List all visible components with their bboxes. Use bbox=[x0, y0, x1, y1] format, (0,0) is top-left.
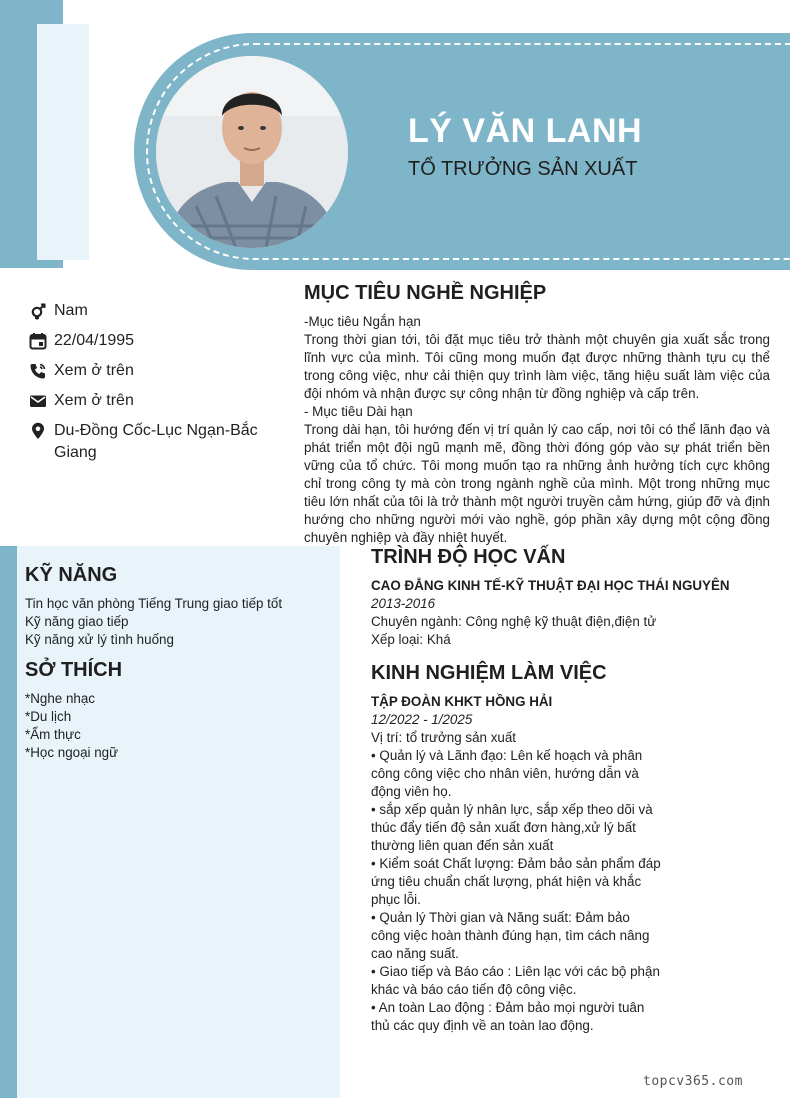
experience-duty: • Quản lý Thời gian và Năng suất: Đảm bảo công việc hoàn thành đúng hạn, tìm cách nâng cao năng suất. bbox=[371, 910, 650, 961]
contact-birthday-text: 22/04/1995 bbox=[54, 332, 135, 349]
career-goal-long-label: - Mục tiêu Dài hạn bbox=[304, 404, 413, 419]
experience-duty: • Giao tiếp và Báo cáo : Liên lạc với các bộ phận khác và báo cáo tiến độ công việc. bbox=[371, 964, 660, 997]
career-goal-long-text: Trong dài hạn, tôi hướng đến vị trí quản lý cao cấp, nơi tôi có thể lãnh đạo và phát triển một đội ngũ mạnh mẽ, đồng thời đóng góp vào sự phát triển bền vững của tổ chức. Tôi mong muốn tạo ra những ảnh hưởng tích cực không chỉ trong công ty mà còn trong ngành nghề của mình. Một trong những mục tiêu lớn nhất của tôi là trở thành một người truyền cảm hứng, giúp đỡ và định hướng cho những người mới vào nghề, góp phần xây dựng một cộng đồng chuyên nghiệp và đầy nhiệt huyết. bbox=[304, 422, 770, 545]
hobby-item: *Học ngoại ngữ bbox=[25, 745, 119, 760]
left-column-decor-bar bbox=[0, 546, 17, 1098]
experience-role: Vị trí: tổ trưởng sản xuất bbox=[371, 730, 517, 745]
education-school: CAO ĐẲNG KINH TẾ-KỸ THUẬT ĐẠI HỌC THÁI NGUYÊN bbox=[371, 578, 730, 593]
education-title: TRÌNH ĐỘ HỌC VẤN bbox=[371, 546, 566, 568]
experience-duty: • sắp xếp quản lý nhân lực, sắp xếp theo dõi và thúc đẩy tiến độ sản xuất đơn hàng,xử lý bất thường liên quan đến sản xuất bbox=[371, 802, 653, 853]
contact-gender-text: Nam bbox=[54, 302, 88, 319]
experience-company: TẬP ĐOÀN KHKT HỒNG HẢI bbox=[371, 694, 553, 709]
hobby-item: *Nghe nhạc bbox=[25, 691, 95, 706]
career-goal-short-text: Trong thời gian tới, tôi đặt mục tiêu trở thành một chuyên gia xuất sắc trong lĩnh vực của mình. Tôi cũng mong muốn đạt được những thành tựu cụ thể trong công việc, như cải thiện quy trình làm việc, tăng hiệu suất làm việc của đội nhóm và nhận được sự công nhận từ đồng nghiệp và cấp trên. bbox=[304, 332, 770, 401]
career-goal-title: MỤC TIÊU NGHỀ NGHIỆP bbox=[304, 282, 547, 304]
contact-phone-text: Xem ở trên bbox=[54, 362, 134, 379]
email-icon bbox=[29, 392, 47, 410]
contact-gender bbox=[29, 300, 279, 322]
phone-icon bbox=[29, 362, 47, 380]
career-goal-short-label: -Mục tiêu Ngắn hạn bbox=[304, 314, 421, 329]
candidate-position: TỔ TRƯỞNG SẢN XUẤT bbox=[408, 158, 638, 180]
skills-title: KỸ NĂNG bbox=[25, 564, 118, 586]
hobbies-title: SỞ THÍCH bbox=[25, 659, 123, 681]
gender-icon bbox=[29, 302, 47, 320]
experience-title: KINH NGHIỆM LÀM VIỆC bbox=[371, 662, 607, 684]
contact-email bbox=[29, 390, 279, 412]
contact-email-text: Xem ở trên bbox=[54, 392, 134, 409]
contact-address-text: Du-Đồng Cốc-Lục Ngạn-Bắc Giang bbox=[54, 422, 258, 461]
experience-section bbox=[371, 662, 661, 1035]
experience-period: 12/2022 - 1/2025 bbox=[371, 712, 473, 727]
hobby-item: *Du lịch bbox=[25, 709, 72, 724]
skills-section bbox=[25, 564, 325, 649]
skill-item: Kỹ năng giao tiếp bbox=[25, 614, 129, 629]
hobbies-section bbox=[25, 659, 325, 762]
skill-item: Tin học văn phòng Tiếng Trung giao tiếp tốt bbox=[25, 596, 283, 611]
candidate-name: LÝ VĂN LANH bbox=[408, 112, 643, 150]
profile-photo bbox=[156, 56, 348, 248]
watermark: topcv365.com bbox=[643, 1074, 743, 1089]
education-major: Chuyên ngành: Công nghệ kỹ thuật điện,điện tử bbox=[371, 614, 657, 629]
experience-duty: • Quản lý và Lãnh đạo: Lên kế hoạch và phân công công việc cho nhân viên, hướng dẫn và động viên họ. bbox=[371, 748, 643, 799]
hobby-item: *Ẩm thực bbox=[25, 727, 81, 742]
contact-birthday bbox=[29, 330, 279, 352]
experience-duty: • Kiểm soát Chất lượng: Đảm bảo sản phẩm đáp ứng tiêu chuẩn chất lượng, phát hiện và khắc phục lỗi. bbox=[371, 856, 661, 907]
experience-duty: • An toàn Lao động : Đảm bảo mọi người tuân thủ các quy định về an toàn lao động. bbox=[371, 1000, 645, 1033]
education-section bbox=[371, 546, 771, 649]
skill-item: Kỹ năng xử lý tình huống bbox=[25, 632, 174, 647]
header-decor-panel bbox=[37, 24, 89, 260]
education-period: 2013-2016 bbox=[371, 596, 436, 611]
education-rank: Xếp loại: Khá bbox=[371, 632, 451, 647]
contact-address bbox=[29, 420, 279, 464]
calendar-icon bbox=[29, 332, 47, 350]
contact-phone bbox=[29, 360, 279, 382]
contact-info bbox=[29, 300, 279, 472]
career-goal-section bbox=[304, 282, 770, 547]
location-icon bbox=[29, 422, 47, 440]
